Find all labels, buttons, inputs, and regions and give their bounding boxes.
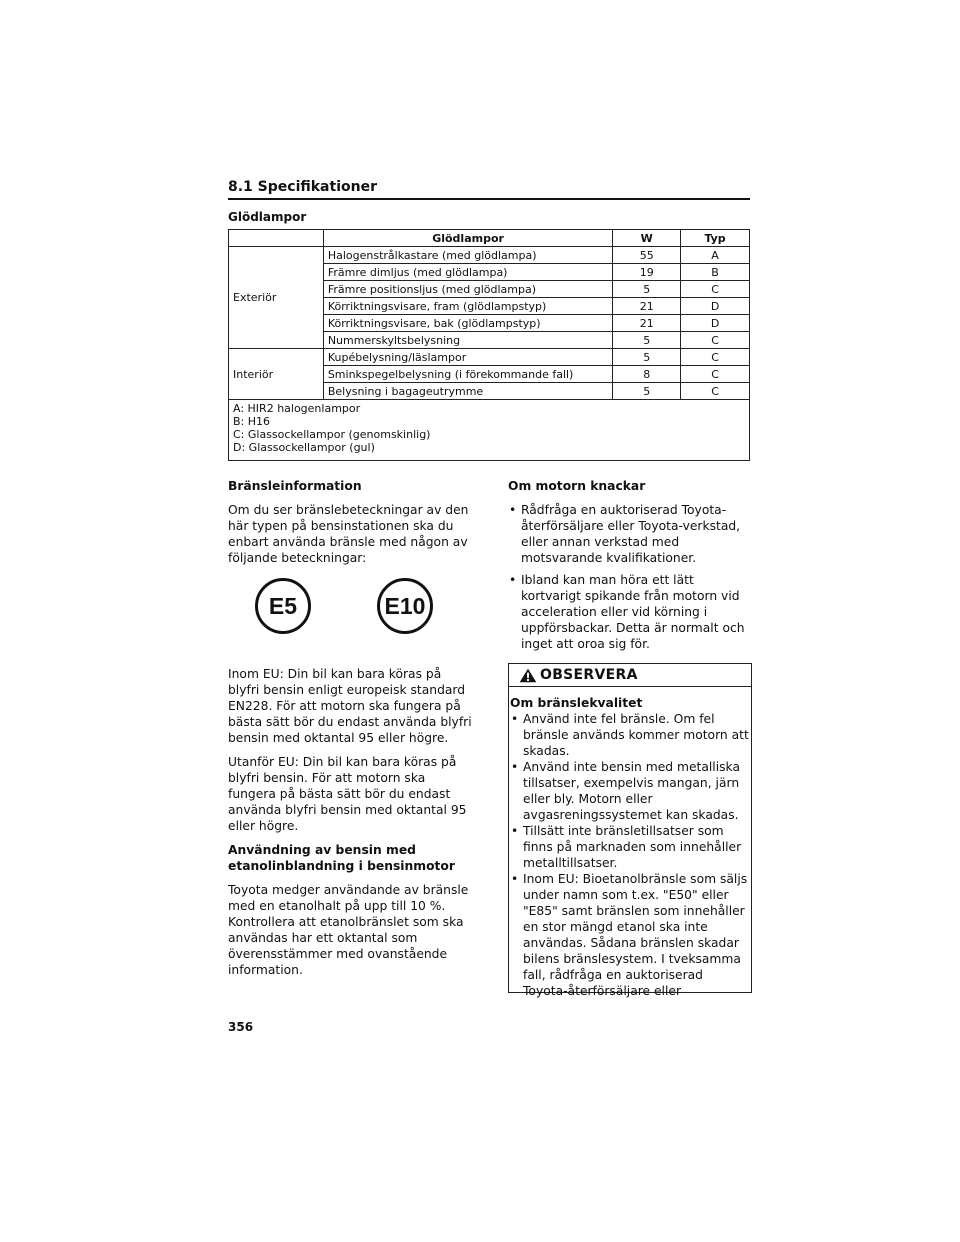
- notice-header: [509, 664, 751, 687]
- row-label: Belysning i bagageutrymme: [323, 383, 612, 400]
- fuel-intro: Om du ser bränslebeteckningar av den här typen på bensinstationen ska du enbart använda bränsle med någon av följande beteckningar:: [228, 503, 469, 565]
- eu-text: Inom EU: Din bil kan bara köras på blyfri bensin enligt europeisk standard EN228. För att motorn ska fungera på bästa sätt bör du endast använda blyfri bensin med oktantal 95 eller högre.: [228, 667, 472, 745]
- row-label: Körriktningsvisare, fram (glödlampstyp): [323, 298, 612, 315]
- table-header-blank: [229, 230, 324, 247]
- row-label: Främre positionsljus (med glödlampa): [323, 281, 612, 298]
- table-row: [229, 349, 750, 366]
- non-eu-text: Utanför EU: Din bil kan bara köras på blyfri bensin. För att motorn ska fungera på bästa sätt bör du endast använda blyfri bensin med oktantal 95 eller högre.: [228, 755, 467, 833]
- table-notes-row: [229, 400, 750, 461]
- table-header-w: W: [613, 230, 681, 247]
- row-watt: 5: [613, 281, 681, 298]
- row-watt: 21: [613, 315, 681, 332]
- list-item: • Tillsätt inte bränsletillsatser som finns på marknaden som innehåller metalltillsatser.: [510, 823, 751, 871]
- section-rule: [228, 198, 750, 200]
- row-type: C: [681, 383, 750, 400]
- notice-subheading: Om bränslekvalitet: [510, 696, 643, 710]
- row-type: C: [681, 281, 750, 298]
- row-watt: 8: [613, 366, 681, 383]
- table-header-bulbs: Glödlampor: [323, 230, 612, 247]
- group-interior: Interiör: [229, 349, 324, 400]
- list-item: • Inom EU: Bioetanolbränsle som säljs under namn som t.ex. "E50" eller "E85" samt bränslen som innehåller en stor mängd etanol ska inte användas. Sådana bränslen skadar bilens bränslesystem. I tveksamma fall, rådfråga en auktoriserad Toyota-återförsäljare eller: [510, 871, 751, 999]
- row-watt: 5: [613, 349, 681, 366]
- row-type: C: [681, 349, 750, 366]
- row-watt: 55: [613, 247, 681, 264]
- row-watt: 21: [613, 298, 681, 315]
- left-column: [228, 478, 474, 986]
- notice-box: [508, 663, 752, 998]
- row-type: C: [681, 366, 750, 383]
- notice-body: [509, 687, 751, 999]
- table-header-typ: Typ: [681, 230, 750, 247]
- fuel-heading: Bränsleinformation: [228, 479, 362, 493]
- knock-list: [508, 502, 751, 652]
- row-type: A: [681, 247, 750, 264]
- list-item: • Rådfråga en auktoriserad Toyota-återförsäljare eller Toyota-verkstad, eller annan verkstad med motsvarande kvalifikationer.: [508, 502, 751, 566]
- list-item: • Ibland kan man höra ett lätt kortvarigt spikande från motorn vid acceleration eller vid körning i uppförsbackar. Detta är normalt och inget att oroa sig för.: [508, 572, 751, 652]
- right-column: [508, 478, 751, 658]
- knock-heading: Om motorn knackar: [508, 479, 646, 493]
- page-number: 356: [228, 1020, 254, 1034]
- row-label: Sminkspegelbelysning (i förekommande fall): [323, 366, 612, 383]
- group-exterior: Exteriör: [229, 247, 324, 349]
- row-label: Halogenstrålkastare (med glödlampa): [323, 247, 612, 264]
- note-d: D: Glassockellampor (gul): [233, 441, 375, 454]
- row-label: Främre dimljus (med glödlampa): [323, 264, 612, 281]
- table-row: [229, 247, 750, 264]
- row-watt: 5: [613, 383, 681, 400]
- note-c: C: Glassockellampor (genomskinlig): [233, 428, 431, 441]
- row-label: Nummerskyltsbelysning: [323, 332, 612, 349]
- ethanol-text: Toyota medger användande av bränsle med en etanolhalt på upp till 10 %. Kontrollera att etanolbränslet som ska användas har ett oktantal som överensstämmer med ovanstående information.: [228, 883, 469, 977]
- row-type: D: [681, 298, 750, 315]
- row-label: Körriktningsvisare, bak (glödlampstyp): [323, 315, 612, 332]
- notice-title: OBSERVERA: [540, 667, 638, 683]
- warning-icon: [519, 668, 537, 683]
- table-title: Glödlampor: [228, 210, 307, 224]
- row-type: D: [681, 315, 750, 332]
- list-item: • Använd inte fel bränsle. Om fel bränsle används kommer motorn att skadas.: [510, 711, 751, 759]
- fuel-badges: [255, 578, 455, 638]
- row-type: C: [681, 332, 750, 349]
- e10-badge-icon: E10: [377, 578, 433, 634]
- e5-badge-icon: E5: [255, 578, 311, 634]
- table-header-row: [229, 230, 750, 247]
- row-watt: 19: [613, 264, 681, 281]
- table-notes: [229, 400, 750, 461]
- note-b: B: H16: [233, 415, 271, 428]
- note-a: A: HIR2 halogenlampor: [233, 402, 361, 415]
- section-title: 8.1 Specifikationer: [228, 179, 377, 195]
- notice-list: [510, 711, 751, 999]
- row-watt: 5: [613, 332, 681, 349]
- row-type: B: [681, 264, 750, 281]
- row-label: Kupébelysning/läslampor: [323, 349, 612, 366]
- list-item: • Använd inte bensin med metalliska tillsatser, exempelvis mangan, järn eller bly. Motorn eller avgasreningssystemet kan skadas.: [510, 759, 751, 823]
- bulb-table: [228, 229, 750, 461]
- ethanol-heading: Användning av bensin med etanolinblandning i bensinmotor: [228, 843, 455, 873]
